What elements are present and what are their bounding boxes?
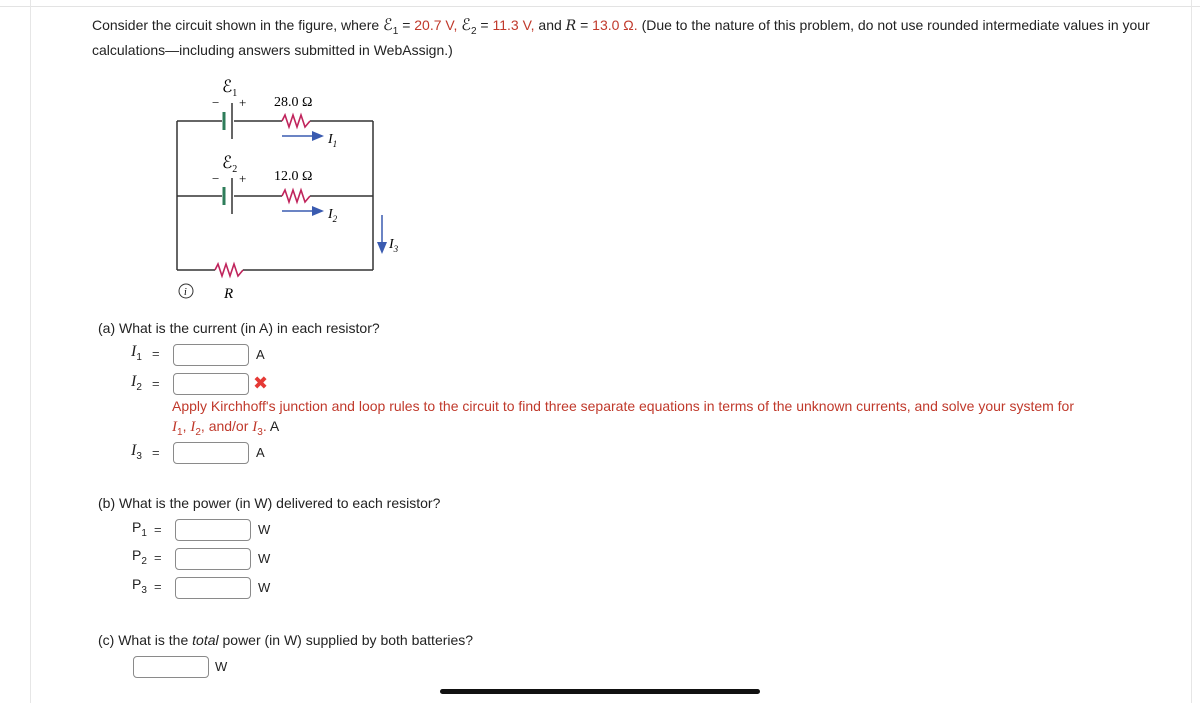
- total-power-input[interactable]: [133, 656, 209, 678]
- p2-unit: W: [258, 551, 271, 566]
- emf2-symbol: ℰ: [461, 15, 471, 34]
- hint-line-1: Apply Kirchhoff's junction and loop rules to the circuit to find three separate equations in terms of the unknown currents, and solve your system for: [172, 398, 1075, 414]
- p2-input[interactable]: [175, 548, 251, 570]
- i3-label: $I_3$: [389, 237, 399, 254]
- battery-emf2: [224, 178, 232, 214]
- emf2-minus: −: [212, 171, 220, 186]
- current-arrow-i3: [377, 215, 387, 254]
- battery-emf1: [224, 103, 232, 139]
- i1-equals: =: [152, 346, 160, 361]
- resistor-r: [215, 264, 243, 276]
- i1-input[interactable]: [173, 344, 249, 366]
- rounding-note: (Due to the nature of this problem, do not use rounded intermediate values in your calculations—including answers submitted in WebAssign.): [92, 17, 1150, 58]
- i2-label: $I_2$: [328, 207, 338, 224]
- part-b-question: (b) What is the power (in W) delivered to each resistor?: [98, 495, 441, 511]
- r-symbol: R: [565, 18, 577, 34]
- p2-equals: =: [154, 550, 162, 565]
- r1-label: 28.0 Ω: [274, 95, 313, 110]
- p3-unit: W: [258, 580, 271, 595]
- emf2-value: 11.3 V,: [492, 17, 535, 33]
- i1-unit: A: [256, 347, 265, 362]
- svg-text:i: i: [184, 287, 187, 298]
- emf1-plus: +: [239, 95, 247, 110]
- i2-var-label: $I_2$: [131, 373, 142, 393]
- emf1-symbol: ℰ: [383, 15, 393, 34]
- p3-var-label: $P_3$: [132, 576, 147, 596]
- total-power-unit: W: [215, 659, 228, 674]
- incorrect-icon: ✖: [253, 373, 269, 393]
- emf2-plus: +: [239, 171, 247, 186]
- current-arrow-i1: [282, 131, 324, 141]
- r2-label: 12.0 Ω: [274, 169, 313, 184]
- part-c-question: (c) What is the total power (in W) supplied by both batteries?: [98, 632, 474, 648]
- i2-input[interactable]: [173, 373, 249, 395]
- problem-statement: [92, 13, 1172, 62]
- i3-var-label: $I_3$: [131, 442, 142, 462]
- equals-sign: =: [580, 17, 589, 33]
- p2-var-label: $P_2$: [132, 547, 147, 567]
- i3-input[interactable]: [173, 442, 249, 464]
- p1-unit: W: [258, 522, 271, 537]
- emf1-subscript: 1: [392, 26, 399, 37]
- resistor-12-ohm: [282, 190, 310, 202]
- circuit-wires: [177, 121, 373, 270]
- p1-input[interactable]: [175, 519, 251, 541]
- i3-unit: A: [256, 445, 265, 460]
- emf1-value: 20.7 V,: [414, 17, 458, 33]
- p3-equals: =: [154, 579, 162, 594]
- p1-var-label: $P_1$: [132, 519, 147, 539]
- and-text: and: [538, 17, 562, 33]
- p1-equals: =: [154, 522, 162, 537]
- hint-line-2: $I_1$, $I_2$, and/or $I_3$. A: [172, 418, 280, 438]
- intro-text: Consider the circuit shown in the figure, where: [92, 17, 380, 33]
- info-icon[interactable]: [179, 284, 193, 298]
- emf2-label: ℰ$_2$: [222, 153, 238, 175]
- i3-equals: =: [152, 445, 160, 460]
- equals-sign: =: [480, 17, 489, 33]
- current-arrow-i2: [282, 206, 324, 216]
- circuit-diagram: [160, 70, 440, 310]
- equals-sign: =: [402, 17, 411, 33]
- r-label: R: [224, 286, 234, 302]
- i1-var-label: $I_1$: [131, 343, 142, 363]
- resistor-28-ohm: [282, 115, 310, 127]
- horizontal-scrollbar[interactable]: [440, 689, 760, 694]
- emf1-minus: −: [212, 95, 220, 110]
- i1-label: $I_1$: [328, 132, 338, 149]
- emf1-label: ℰ$_1$: [222, 77, 238, 99]
- i2-equals: =: [152, 376, 160, 391]
- emf2-subscript: 2: [470, 26, 477, 37]
- r-value: 13.0 Ω.: [592, 17, 638, 33]
- part-a-question: (a) What is the current (in A) in each resistor?: [98, 320, 380, 336]
- p3-input[interactable]: [175, 577, 251, 599]
